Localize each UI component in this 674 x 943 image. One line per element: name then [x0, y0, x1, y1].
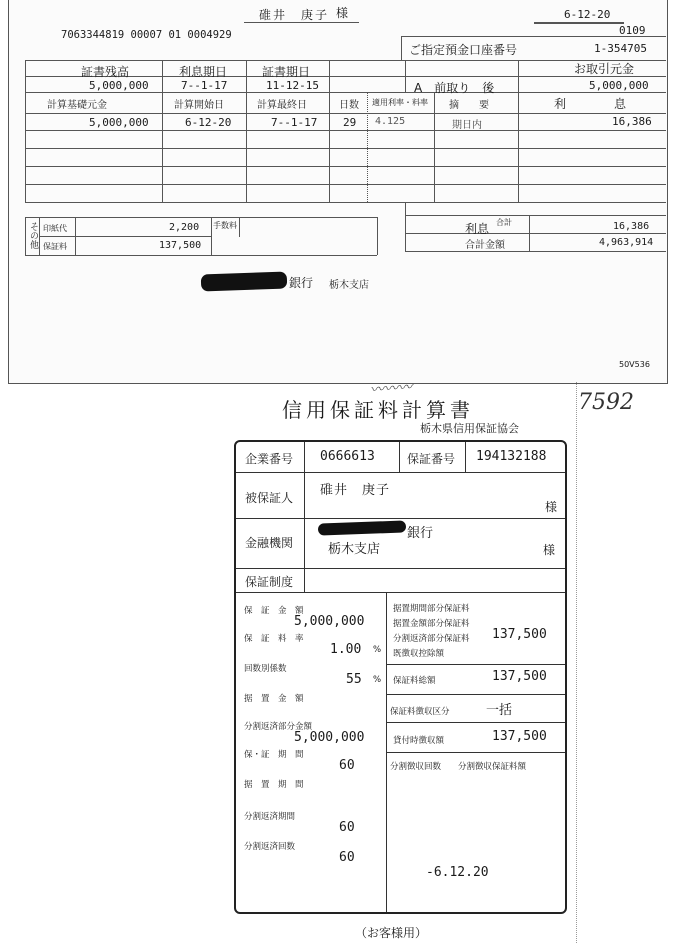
row2-calc-principal: 5,000,000: [89, 116, 149, 129]
guaranteed-name: 碓井 庚子: [320, 483, 391, 498]
split-fee-label: 分割徴収保証料額: [458, 762, 527, 772]
slip-date: 6-12-20: [564, 8, 611, 21]
grand-total-label: 合計金額: [465, 240, 505, 251]
form-code: 50V536: [619, 360, 650, 369]
header-calc-start: 計算開始日: [174, 100, 224, 111]
amount-value: 5,000,000: [294, 614, 365, 629]
fee-label: 手数料: [213, 221, 237, 230]
designated-account-label: ご指定預金口座番号: [409, 43, 518, 57]
period-value: 60: [339, 758, 355, 773]
right-line3-value: 137,500: [492, 627, 547, 642]
row1-withdrawal-principal: 5,000,000: [589, 79, 649, 92]
header-advance: A 前取り 後: [414, 81, 495, 95]
institution-branch: 栃木支店: [328, 542, 381, 557]
total-value: 137,500: [492, 669, 547, 684]
designated-account-number: 1-354705: [594, 42, 647, 55]
interest-total-label: 利息: [465, 222, 490, 236]
slip-honorific: 様: [336, 6, 349, 20]
rate-unit: %: [373, 645, 382, 655]
guarantee-fee-form: [234, 440, 567, 914]
header-interest: 利 息: [554, 97, 627, 111]
fold-line: [576, 382, 577, 943]
rate-value: 1.00: [330, 642, 362, 657]
system-label: 保証制度: [245, 575, 294, 589]
guarantee-label: 保証料: [43, 242, 67, 251]
repay-period-value: 60: [339, 820, 355, 835]
stamp-value: 2,200: [169, 222, 200, 233]
row2-calc-end: 7--1-17: [271, 116, 318, 129]
interest-calculation-slip: [8, 0, 668, 384]
handwritten-scribble: 〰〰〰: [369, 379, 413, 399]
header-summary: 摘 要: [449, 100, 489, 111]
at-loan-label: 貸付時徴収額: [393, 736, 445, 746]
grand-total-value: 4,963,914: [599, 237, 654, 248]
row2-summary: 期日内: [452, 120, 482, 131]
method-label: 保証料徴収区分: [390, 707, 450, 717]
sheet-issuer: 栃木県信用保証協会: [420, 422, 519, 435]
guarantee-no: 194132188: [476, 449, 547, 464]
installment-coef-value: 55: [346, 672, 362, 687]
header-days: 日数: [339, 100, 359, 111]
period-label: 保・証 期 間: [244, 750, 304, 760]
row1-interest-date: 7--1-17: [181, 79, 228, 92]
company-no-label: 企業番号: [245, 452, 294, 466]
sheet-date: -6.12.20: [426, 865, 489, 880]
repay-period-label: 分割返済期間: [244, 812, 296, 822]
header-balance: 証書残高: [81, 65, 130, 79]
row2-interest: 16,386: [612, 115, 652, 128]
amount-label: 保 証 金 額: [244, 606, 304, 616]
institution-bank-suffix: 銀行: [407, 526, 434, 541]
header-interest-date: 利息期日: [179, 65, 228, 79]
header-maturity-date: 証書期日: [262, 65, 311, 79]
slip-code-0109: 0109: [619, 24, 646, 37]
row1-balance: 5,000,000: [89, 79, 149, 92]
redaction-mark: [201, 272, 288, 292]
row2-rate: 4.125: [375, 116, 406, 127]
header-calc-end: 計算最終日: [257, 100, 307, 111]
at-loan-value: 137,500: [492, 729, 547, 744]
handwritten-number: 7592: [578, 390, 634, 415]
header-withdrawal-principal: お取引元金: [574, 62, 635, 76]
institution-label: 金融機関: [245, 536, 294, 550]
sheet-title: 信用保証料計算書: [282, 398, 474, 422]
installment-coef-label: 回数別係数: [244, 664, 287, 674]
split-count-label: 分割徴収回数: [390, 762, 442, 772]
right-line3: 分割返済部分保証料: [393, 634, 470, 644]
other-label: その他: [28, 222, 38, 249]
guaranteed-label: 被保証人: [245, 491, 294, 505]
slip-branch: 栃木支店: [329, 280, 369, 291]
header-rate: 適用利率・料率: [372, 98, 428, 107]
split-amount-value: 5,000,000: [294, 730, 365, 745]
right-line2: 据置金額部分保証料: [393, 619, 470, 629]
guarantee-value: 137,500: [159, 240, 202, 251]
installment-coef-unit: %: [373, 675, 382, 685]
guaranteed-honorific: 様: [545, 500, 558, 514]
deferral-label: 据 置 期 間: [244, 780, 304, 790]
slip-reference-number: 7063344819 00007 01 0004929: [61, 29, 232, 41]
right-line1: 据置期間部分保証料: [393, 604, 470, 614]
total-label: 保証料総額: [393, 676, 436, 686]
interest-total-value: 16,386: [613, 221, 650, 232]
rate-label: 保 証 料 率: [244, 634, 304, 644]
split-amount-label: 分割返済部分金額: [244, 722, 313, 732]
deferred-amount-label: 据 置 金 額: [244, 694, 304, 704]
institution-honorific: 様: [543, 543, 556, 557]
repay-count-value: 60: [339, 850, 355, 865]
stamp-label: 印紙代: [43, 224, 67, 233]
repay-count-label: 分割返済回数: [244, 842, 296, 852]
header-calc-principal: 計算基礎元金: [47, 100, 107, 111]
right-line4: 既徴収控除額: [393, 649, 445, 659]
guarantee-no-label: 保証番号: [407, 452, 456, 466]
row2-calc-start: 6-12-20: [185, 116, 232, 129]
row2-days: 29: [343, 116, 357, 129]
sheet-footer: （お客様用）: [355, 926, 428, 940]
slip-customer-name: 碓井 庚子: [259, 8, 330, 22]
slip-bank-suffix: 銀行: [289, 276, 314, 290]
company-no: 0666613: [320, 449, 375, 464]
institution-redaction: [318, 520, 406, 535]
method-value: 一括: [486, 703, 513, 718]
row1-maturity-date: 11-12-15: [266, 79, 319, 92]
sum-label: 合計: [496, 218, 512, 227]
